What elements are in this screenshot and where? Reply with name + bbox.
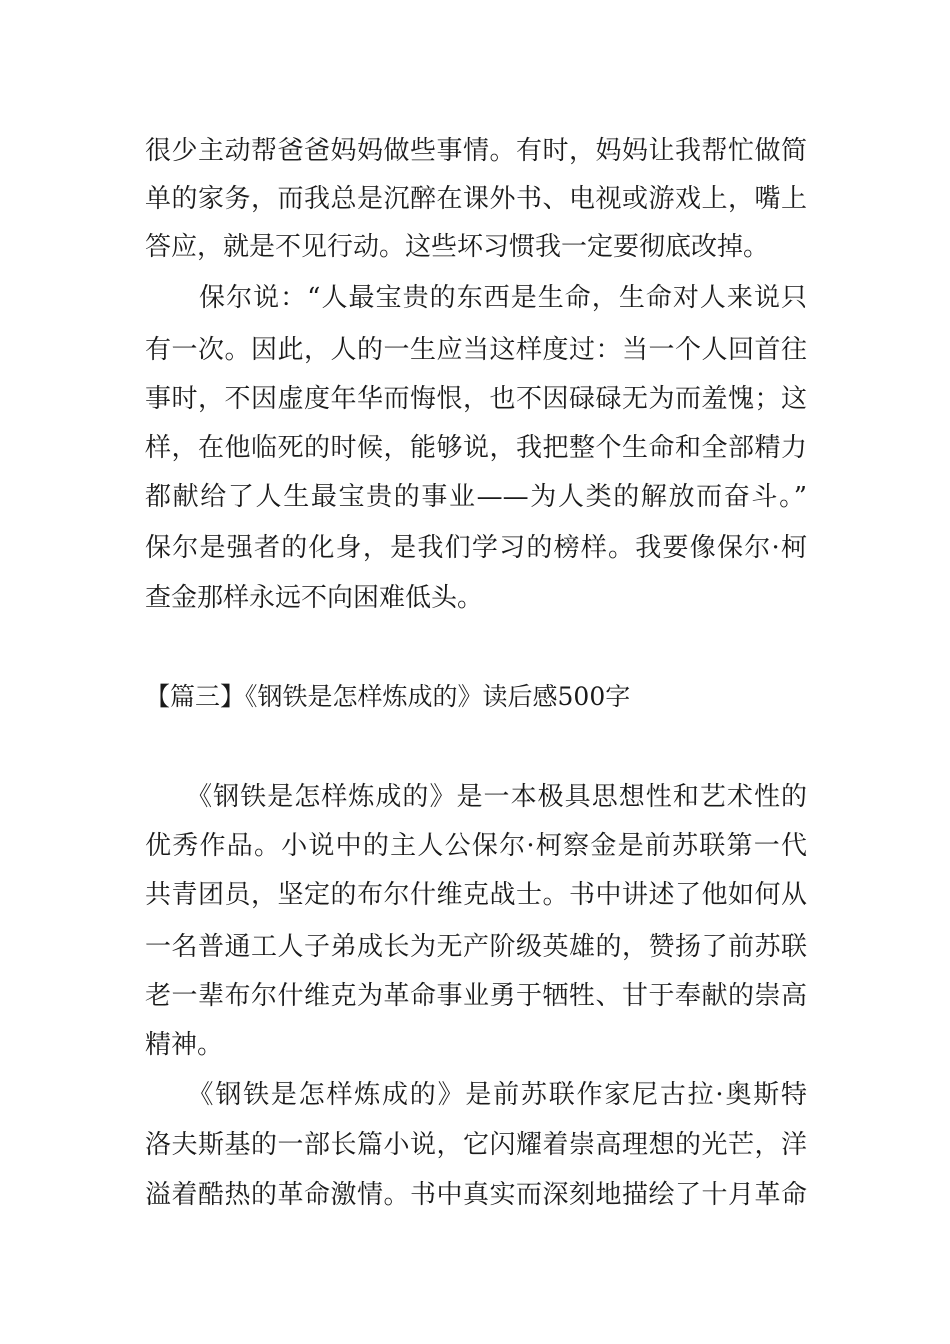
text-line: 很少主动帮爸爸妈妈做些事情。有时，妈妈让我帮忙做简 <box>145 136 807 166</box>
text-line: 都献给了人生最宝贵的事业——为人类的解放而奋斗。” <box>145 482 807 512</box>
text-line: 样，在他临死的时候，能够说，我把整个生命和全部精力 <box>145 433 807 463</box>
text-line: 有一次。因此，人的一生应当这样度过：当一个人回首往 <box>145 335 807 365</box>
text-line: 《钢铁是怎样炼成的》是前苏联作家尼古拉·奥斯特 <box>145 1080 807 1110</box>
text-line: 事时，不因虚度年华而悔恨，也不因碌碌无为而羞愧；这 <box>145 384 807 414</box>
text-line: 溢着酷热的革命激情。书中真实而深刻地描绘了十月革命 <box>145 1180 807 1210</box>
text-line: 优秀作品。小说中的主人公保尔·柯察金是前苏联第一代 <box>145 831 807 861</box>
section-heading: 【篇三】《钢铁是怎样炼成的》读后感500字 <box>145 682 631 711</box>
text-line: 精神。 <box>145 1030 224 1060</box>
text-line: 答应，就是不见行动。这些坏习惯我一定要彻底改掉。 <box>145 232 770 262</box>
text-line: 保尔是强者的化身，是我们学习的榜样。我要像保尔·柯 <box>145 533 807 563</box>
text-line: 《钢铁是怎样炼成的》是一本极具思想性和艺术性的 <box>145 782 807 812</box>
text-line: 单的家务，而我总是沉醉在课外书、电视或游戏上，嘴上 <box>145 184 807 214</box>
text-line: 保尔说：“人最宝贵的东西是生命，生命对人来说只 <box>145 283 807 313</box>
text-line: 查金那样永远不向困难低头。 <box>145 583 484 613</box>
text-line: 洛夫斯基的一部长篇小说，它闪耀着崇高理想的光芒，洋 <box>145 1130 807 1160</box>
text-line: 老一辈布尔什维克为革命事业勇于牺牲、甘于奉献的崇高 <box>145 981 807 1011</box>
text-line: 共青团员，坚定的布尔什维克战士。书中讲述了他如何从 <box>145 880 807 910</box>
text-line: 一名普通工人子弟成长为无产阶级英雄的，赞扬了前苏联 <box>145 932 807 962</box>
